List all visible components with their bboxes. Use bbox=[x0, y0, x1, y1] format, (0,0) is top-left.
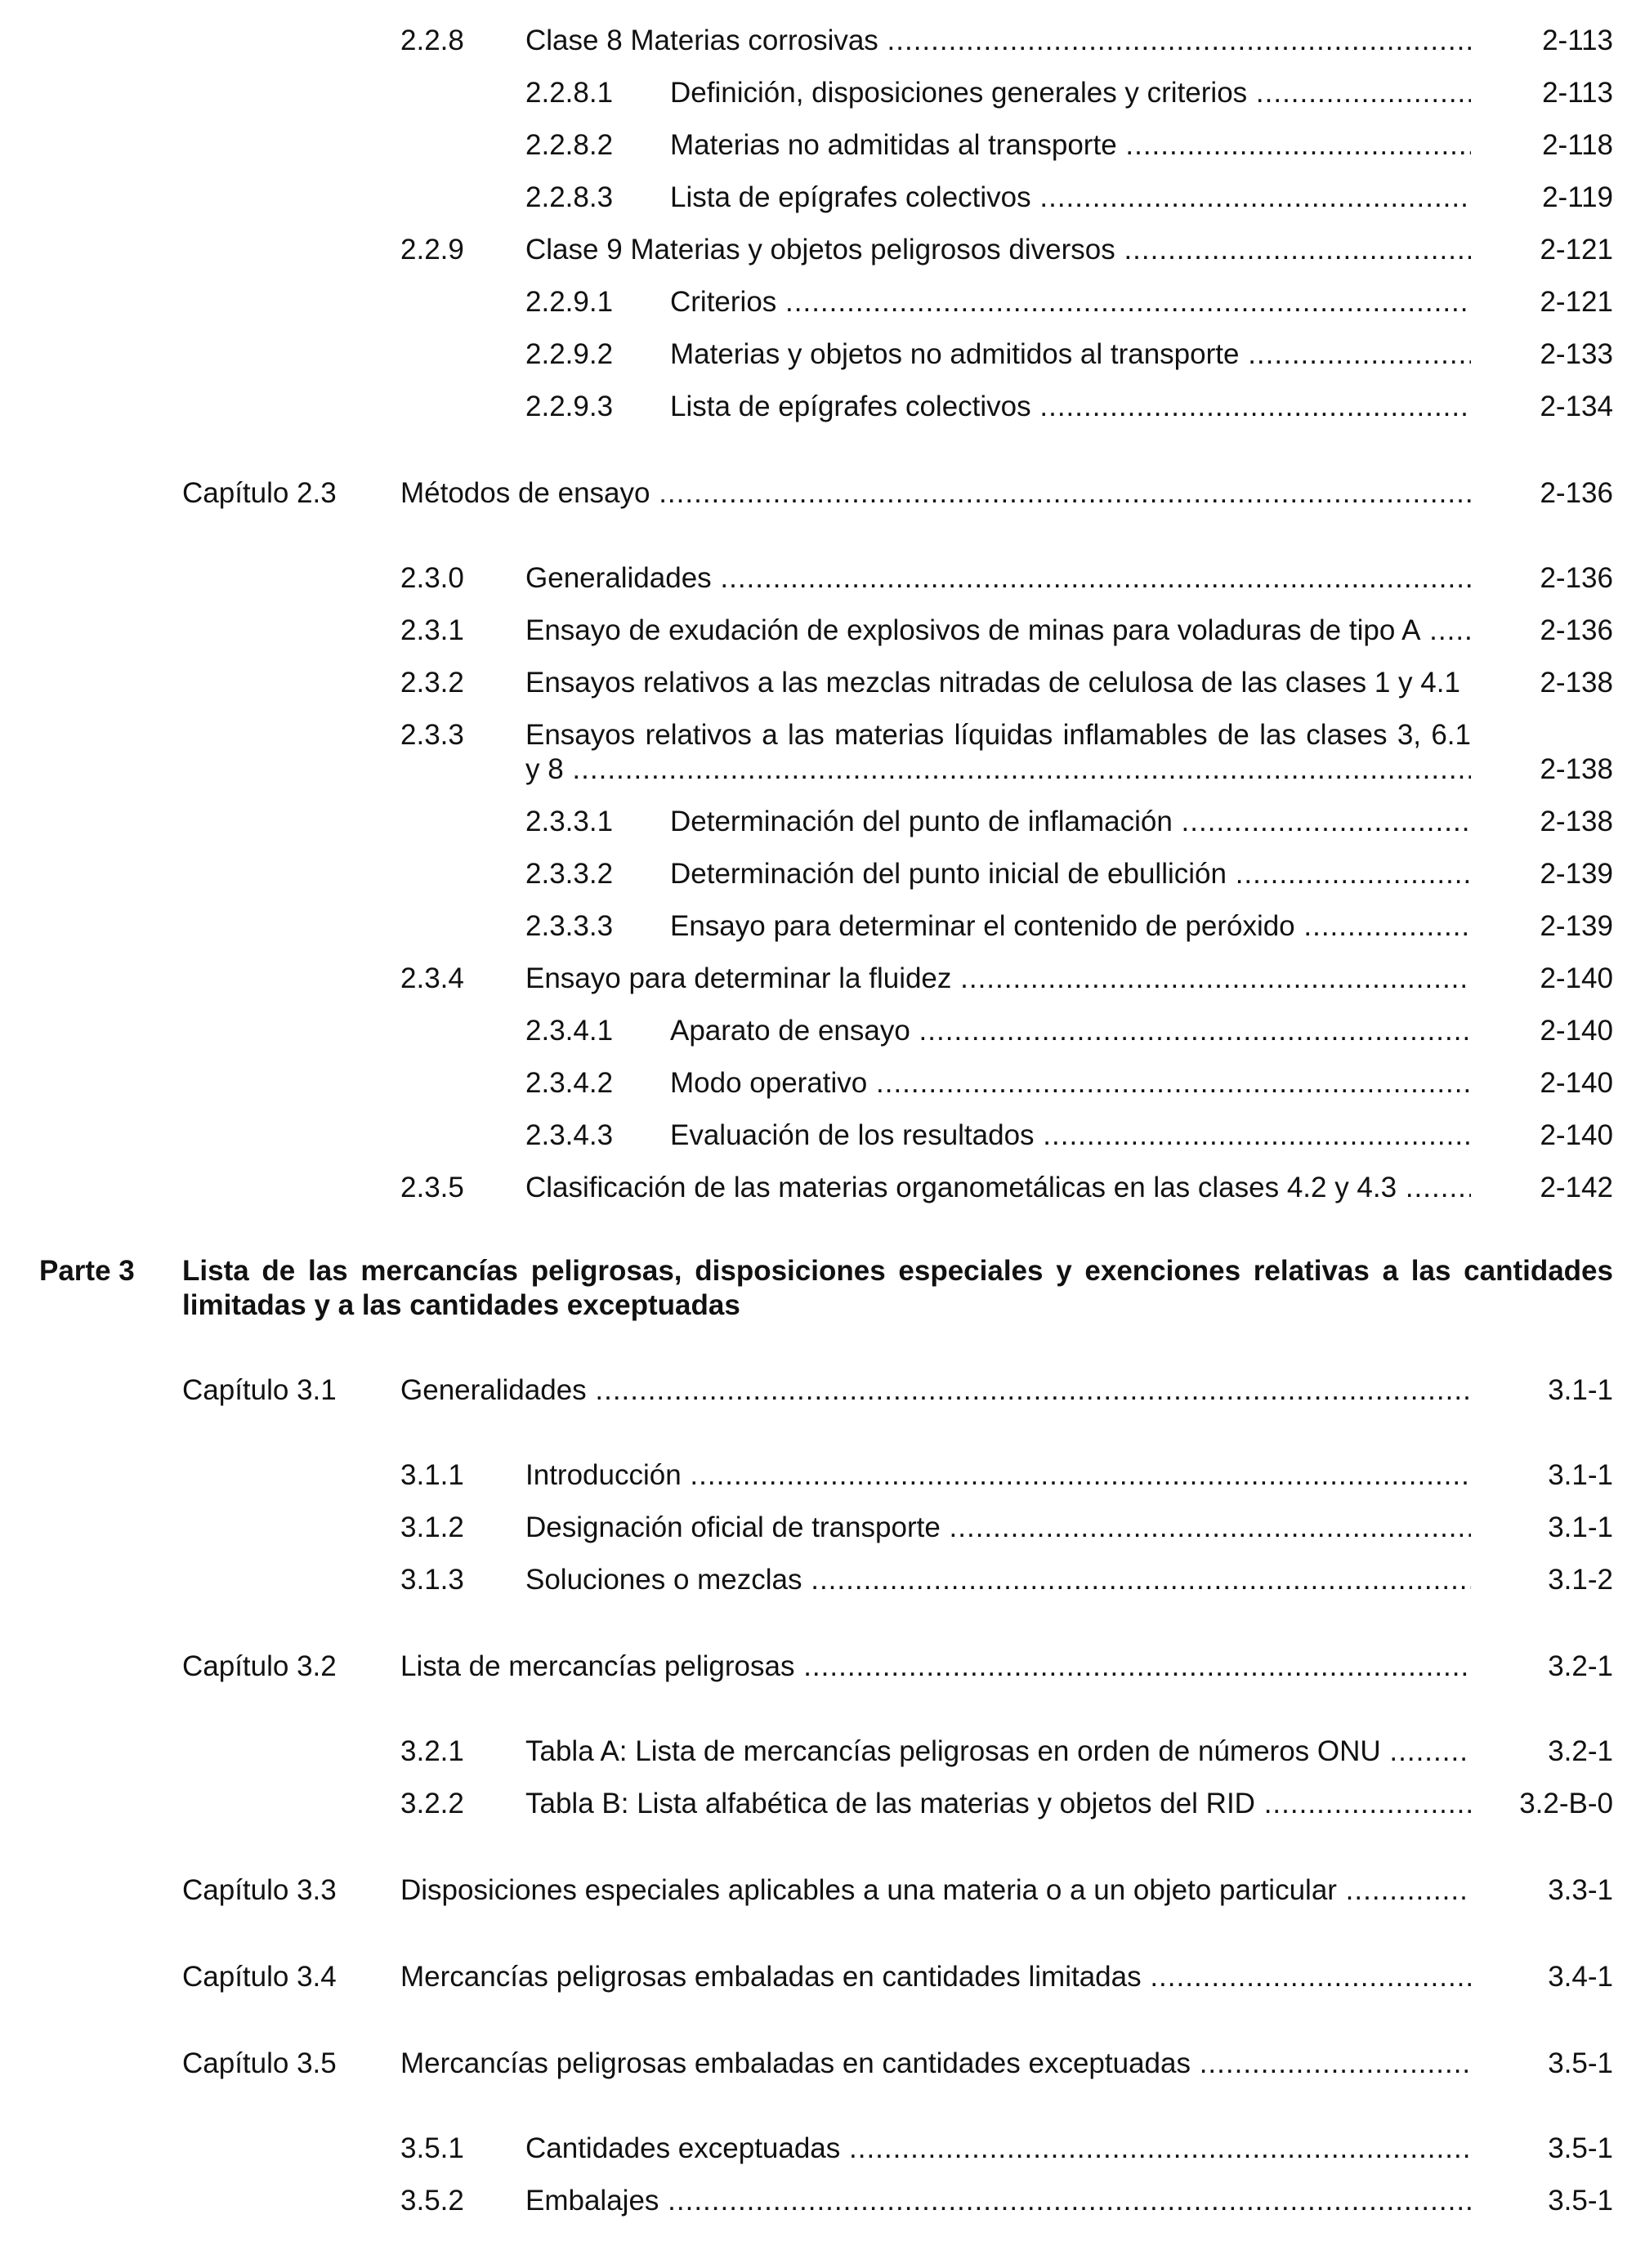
toc-page-number: 2-136 bbox=[1540, 614, 1613, 646]
toc-title: Designación oficial de transporte ..... bbox=[525, 1511, 1471, 1544]
toc-title: Determinación del punto de inflamación ..... bbox=[670, 806, 1471, 838]
toc-title: Ensayos relativos a las materias líquidas inflamables de las clases 3, 6.1 bbox=[525, 719, 1471, 751]
toc-title: Criterios ..... bbox=[670, 286, 1471, 319]
toc-title: Lista de mercancías peligrosas ..... bbox=[400, 1650, 1471, 1683]
toc-number: 2.3.4.1 bbox=[525, 1015, 614, 1047]
toc-number: 2.3.3.2 bbox=[525, 858, 614, 890]
toc-number: Parte 3 bbox=[39, 1255, 135, 1287]
toc-page-number: 2-113 bbox=[1542, 25, 1613, 56]
toc-title: Ensayos relativos a las mezclas nitradas de celulosa de las clases 1 y 4.1 ..... bbox=[525, 667, 1471, 699]
toc-title: Soluciones o mezclas ..... bbox=[525, 1564, 1471, 1596]
toc-title: Aparato de ensayo ..... bbox=[670, 1015, 1471, 1047]
toc-title: Métodos de ensayo ..... bbox=[400, 477, 1471, 510]
toc-title: Determinación del punto inicial de ebullición ..... bbox=[670, 858, 1471, 891]
toc-page-number: 3.2-1 bbox=[1548, 1650, 1613, 1682]
toc-number: 2.2.9.1 bbox=[525, 286, 614, 318]
toc-title: Generalidades ..... bbox=[400, 1374, 1471, 1407]
toc-page-number: 3.3-1 bbox=[1548, 1874, 1613, 1906]
toc-title: Materias y objetos no admitidos al transporte ..... bbox=[670, 338, 1471, 371]
toc-page-number: 2-139 bbox=[1540, 858, 1613, 890]
toc-title: Lista de las mercancías peligrosas, disposiciones especiales y exenciones relativas a las cantidades bbox=[182, 1255, 1613, 1287]
toc-title: Disposiciones especiales aplicables a una materia o a un objeto particular ..... bbox=[400, 1874, 1471, 1907]
toc-page-number: 3.4-1 bbox=[1548, 1961, 1613, 1993]
toc-number: 2.3.4 bbox=[400, 962, 464, 994]
toc-page-number: 2-121 bbox=[1540, 234, 1613, 266]
toc-number: 3.1.2 bbox=[400, 1511, 464, 1543]
toc-number: 2.2.8 bbox=[400, 25, 464, 56]
toc-number: 2.3.3 bbox=[400, 719, 464, 751]
toc-number: 2.2.9 bbox=[400, 234, 464, 266]
toc-number: 2.2.8.3 bbox=[525, 181, 614, 213]
toc-page-number: 3.1-1 bbox=[1548, 1374, 1613, 1406]
toc-number: Capítulo 3.5 bbox=[182, 2047, 337, 2079]
toc-title: Definición, disposiciones generales y criterios ..... bbox=[670, 77, 1471, 109]
toc-title: Tabla B: Lista alfabética de las materias y objetos del RID ..... bbox=[525, 1788, 1471, 1820]
toc-title: Ensayo para determinar el contenido de peróxido ..... bbox=[670, 910, 1471, 943]
toc-number: 2.3.5 bbox=[400, 1172, 464, 1203]
toc-title: Mercancías peligrosas embaladas en cantidades limitadas ..... bbox=[400, 1961, 1471, 1993]
toc-page-number: 3.5-1 bbox=[1548, 2047, 1613, 2079]
toc-page-number: 2-138 bbox=[1540, 753, 1613, 785]
toc-title: Introducción ..... bbox=[525, 1459, 1471, 1492]
toc-page-number: 2-113 bbox=[1542, 77, 1613, 109]
toc-page-number: 2-139 bbox=[1540, 910, 1613, 942]
toc-page-number: 2-140 bbox=[1540, 1119, 1613, 1151]
toc-title: Cantidades exceptuadas ..... bbox=[525, 2132, 1471, 2165]
toc-title: Ensayo de exudación de explosivos de minas para voladuras de tipo A ..... bbox=[525, 614, 1471, 647]
toc-page-number: 2-138 bbox=[1540, 806, 1613, 837]
toc-title: Lista de epígrafes colectivos ..... bbox=[670, 391, 1471, 423]
toc-page-number: 2-121 bbox=[1540, 286, 1613, 318]
toc-page-number: 3.1-1 bbox=[1548, 1511, 1613, 1543]
toc-page-number: 2-136 bbox=[1540, 562, 1613, 594]
toc-title: Evaluación de los resultados ..... bbox=[670, 1119, 1471, 1152]
toc-page-number: 3.2-1 bbox=[1548, 1735, 1613, 1767]
toc-title: Lista de epígrafes colectivos ..... bbox=[670, 181, 1471, 214]
toc-page-number: 2-140 bbox=[1540, 962, 1613, 994]
toc-title: Generalidades ..... bbox=[525, 562, 1471, 595]
toc-title: Clasificación de las materias organometálicas en las clases 4.2 y 4.3 ..... bbox=[525, 1172, 1471, 1204]
toc-number: 2.3.1 bbox=[400, 614, 464, 646]
toc-number: 3.5.1 bbox=[400, 2132, 464, 2164]
toc-title: Materias no admitidas al transporte ..... bbox=[670, 129, 1471, 162]
toc-number: 2.2.8.2 bbox=[525, 129, 614, 161]
toc-number: 3.1.1 bbox=[400, 1459, 464, 1491]
toc-number: 2.3.4.3 bbox=[525, 1119, 614, 1151]
toc-title: Embalajes ..... bbox=[525, 2185, 1471, 2217]
toc-page-number: 3.5-1 bbox=[1548, 2185, 1613, 2217]
toc-title: Clase 9 Materias y objetos peligrosos diversos ..... bbox=[525, 234, 1471, 266]
toc-page-number: 2-118 bbox=[1542, 129, 1613, 161]
toc-page-number: 2-136 bbox=[1540, 477, 1613, 509]
toc-number: 2.2.8.1 bbox=[525, 77, 614, 109]
toc-number: 2.3.4.2 bbox=[525, 1067, 614, 1099]
toc-number: 3.2.2 bbox=[400, 1788, 464, 1819]
toc-title: Tabla A: Lista de mercancías peligrosas en orden de números ONU ..... bbox=[525, 1735, 1471, 1768]
toc-page-number: 2-140 bbox=[1540, 1015, 1613, 1047]
toc-number: Capítulo 3.4 bbox=[182, 1961, 337, 1993]
toc-title-continuation: y 8 ..... bbox=[525, 753, 1471, 786]
toc-number: Capítulo 3.1 bbox=[182, 1374, 337, 1406]
toc-page-number: 2-133 bbox=[1540, 338, 1613, 370]
toc-title: Clase 8 Materias corrosivas ..... bbox=[525, 25, 1471, 57]
toc-page-number: 2-138 bbox=[1540, 667, 1613, 699]
toc-number: 2.2.9.2 bbox=[525, 338, 614, 370]
toc-number: Capítulo 3.3 bbox=[182, 1874, 337, 1906]
toc-number: Capítulo 3.2 bbox=[182, 1650, 337, 1682]
toc-page-number: 3.5-1 bbox=[1548, 2132, 1613, 2164]
toc-number: Capítulo 2.3 bbox=[182, 477, 337, 509]
toc-number: 3.5.2 bbox=[400, 2185, 464, 2217]
toc-page-number: 3.1-2 bbox=[1548, 1564, 1613, 1596]
toc-number: 3.2.1 bbox=[400, 1735, 464, 1767]
toc-page-number: 2-142 bbox=[1540, 1172, 1613, 1203]
toc-number: 2.3.2 bbox=[400, 667, 464, 699]
toc-title-continuation: limitadas y a las cantidades exceptuadas bbox=[182, 1289, 740, 1321]
toc-title: Modo operativo ..... bbox=[670, 1067, 1471, 1100]
toc-number: 2.3.3.3 bbox=[525, 910, 614, 942]
toc-page-number: 2-119 bbox=[1542, 181, 1613, 213]
toc-page-number: 2-140 bbox=[1540, 1067, 1613, 1099]
toc-title: Mercancías peligrosas embaladas en cantidades exceptuadas ..... bbox=[400, 2047, 1471, 2080]
toc-number: 3.1.3 bbox=[400, 1564, 464, 1596]
toc-title: Ensayo para determinar la fluidez ..... bbox=[525, 962, 1471, 995]
toc-number: 2.3.0 bbox=[400, 562, 464, 594]
toc-number: 2.2.9.3 bbox=[525, 391, 614, 422]
toc-page-number: 3.2-B-0 bbox=[1519, 1788, 1613, 1819]
toc-page-number: 2-134 bbox=[1540, 391, 1613, 422]
toc-number: 2.3.3.1 bbox=[525, 806, 614, 837]
toc-page-number: 3.1-1 bbox=[1548, 1459, 1613, 1491]
